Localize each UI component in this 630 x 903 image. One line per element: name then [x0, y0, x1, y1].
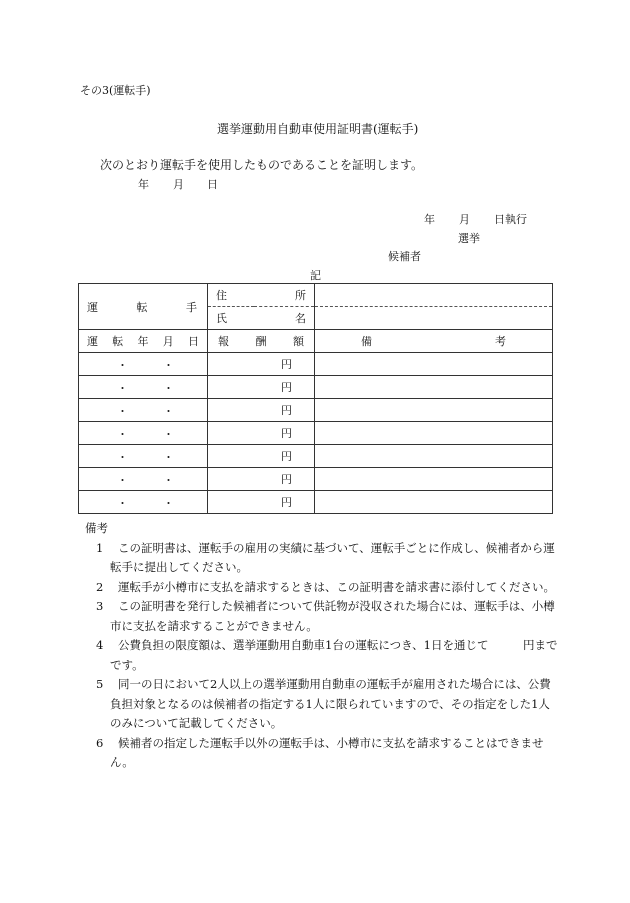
table-row	[79, 376, 553, 399]
note-item: 1 この証明書は、運転手の雇用の実績に基づいて、運転手ごとに作成し、候補者から運転手に提出してください。	[96, 540, 555, 574]
name-field[interactable]	[315, 307, 553, 330]
election-day-executed-label: 日執行	[494, 213, 527, 226]
column-header-row	[79, 330, 553, 353]
note-item: 6 候補者の指定した運転手以外の運転手は、小樽市に支払を請求することはできません。	[96, 735, 544, 769]
remarks-field[interactable]	[315, 445, 553, 468]
reward-field[interactable]: 円	[208, 399, 315, 422]
header-remarks: 備 考	[315, 330, 553, 353]
issue-year-label: 年	[138, 178, 149, 191]
driver-label-cell: 運 転 手	[79, 284, 208, 330]
drive-date-field[interactable]: ・ ・	[79, 491, 208, 514]
drive-date-field[interactable]: ・ ・	[79, 445, 208, 468]
note-item: 4 公費負担の限度額は、選挙運動用自動車1台の運転につき、1日を通じて 円までです。	[96, 638, 558, 672]
drive-date-field[interactable]: ・ ・	[79, 376, 208, 399]
remarks-field[interactable]	[315, 422, 553, 445]
notes-heading: 備考	[85, 521, 108, 535]
document-title: 選挙運動用自動車使用証明書(運転手)	[217, 122, 419, 136]
header-reward: 報 酬 額	[208, 330, 315, 353]
table-row	[79, 491, 553, 514]
remarks-field[interactable]	[315, 399, 553, 422]
issue-day-label: 日	[207, 178, 218, 191]
remarks-field[interactable]	[315, 491, 553, 514]
reward-field[interactable]: 円	[208, 491, 315, 514]
drive-date-field[interactable]: ・ ・	[79, 353, 208, 376]
address-label-cell: 住 所	[208, 284, 315, 307]
address-row	[79, 284, 553, 307]
reward-field[interactable]: 円	[208, 422, 315, 445]
ki-label: 記	[310, 269, 321, 282]
issue-month-label: 月	[173, 178, 184, 191]
address-field[interactable]	[315, 284, 553, 307]
form-number-label: その3(運転手)	[80, 84, 151, 97]
note-item: 3 この証明書を発行した候補者について供託物が没収された場合には、運転手は、小樽市に支払を請求することができません。	[96, 599, 555, 633]
table-row	[79, 422, 553, 445]
drive-date-field[interactable]: ・ ・	[79, 422, 208, 445]
certification-statement: 次のとおり運転手を使用したものであることを証明します。	[100, 158, 424, 172]
election-name-label: 選挙	[458, 232, 480, 245]
drive-date-field[interactable]: ・ ・	[79, 468, 208, 491]
notes-section	[85, 519, 558, 773]
election-year-label: 年	[424, 213, 435, 226]
reward-field[interactable]: 円	[208, 468, 315, 491]
name-label-cell: 氏 名	[208, 307, 315, 330]
reward-field[interactable]: 円	[208, 445, 315, 468]
remarks-field[interactable]	[315, 353, 553, 376]
note-item: 5 同一の日において2人以上の選挙運動用自動車の運転手が雇用された場合には、公費負担対象となるのは候補者の指定する1人に限られていますので、その指定をした1人のみについて記載してください。	[96, 677, 551, 730]
note-item: 2 運転手が小樽市に支払を請求するときは、この証明書を請求書に添付してください。	[96, 579, 555, 594]
reward-field[interactable]: 円	[208, 353, 315, 376]
driver-usage-table	[78, 283, 553, 514]
table-row	[79, 353, 553, 376]
table-row	[79, 468, 553, 491]
table-row	[79, 399, 553, 422]
drive-date-field[interactable]: ・ ・	[79, 399, 208, 422]
reward-field[interactable]: 円	[208, 376, 315, 399]
candidate-label: 候補者	[388, 250, 421, 263]
header-drive-date: 運 転 年 月 日	[79, 330, 208, 353]
table-row	[79, 445, 553, 468]
remarks-field[interactable]	[315, 376, 553, 399]
remarks-field[interactable]	[315, 468, 553, 491]
election-month-label: 月	[459, 213, 470, 226]
